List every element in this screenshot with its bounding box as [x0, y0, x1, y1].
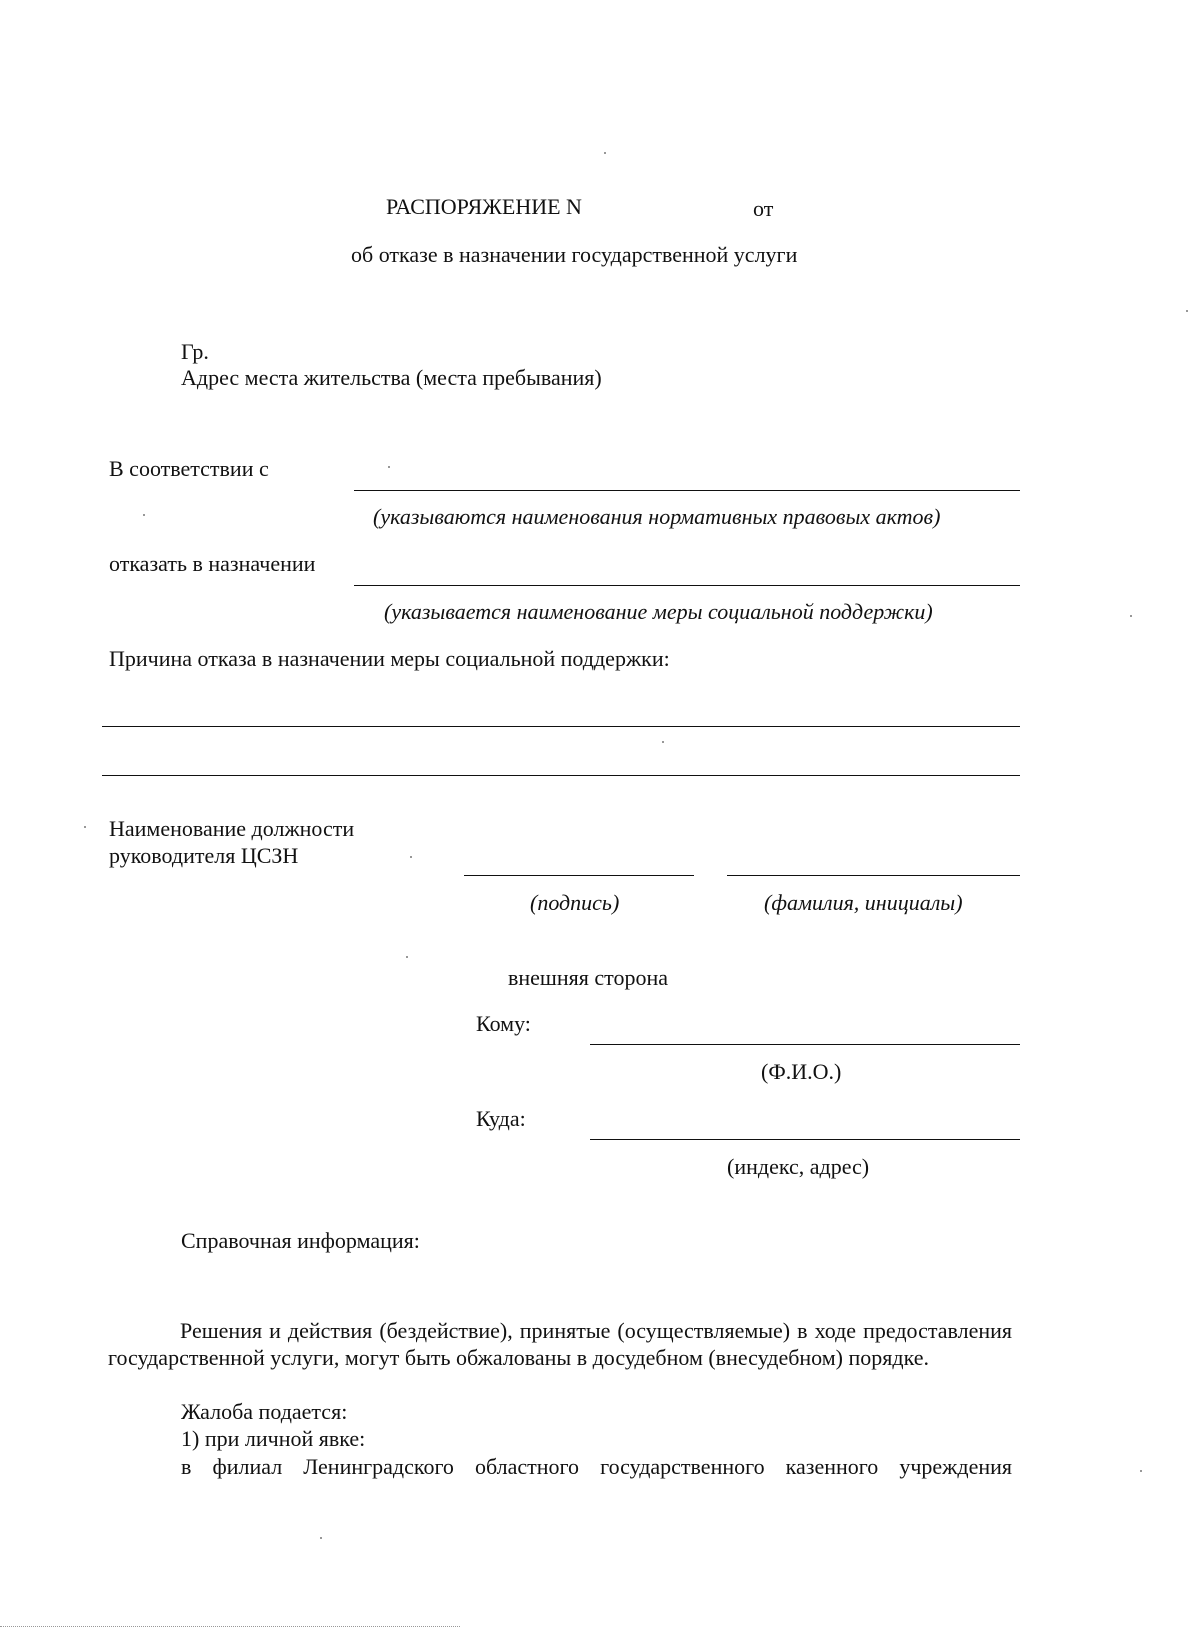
scan-speck	[143, 514, 145, 516]
reference-paragraph-text: Решения и действия (бездействие), принятые (осуществляемые) в ходе предоставления государственной услуги, могут быть обжалованы в досудебном (внесудебном) порядке.	[108, 1318, 1012, 1370]
refusal-line	[354, 585, 1020, 586]
position-label-line2: руководителя ЦСЗН	[109, 843, 299, 868]
document-subtitle: об отказе в назначении государственной услуги	[351, 242, 798, 267]
scan-speck	[84, 826, 86, 828]
to-hint: (Ф.И.О.)	[761, 1059, 842, 1084]
scan-speck	[1140, 1470, 1142, 1472]
reason-line-1	[102, 726, 1020, 727]
basis-line	[354, 490, 1020, 491]
scan-speck	[410, 856, 412, 858]
to-label: Кому:	[476, 1011, 531, 1036]
scan-speck	[406, 956, 408, 958]
address-label: Адрес места жительства (места пребывания)	[181, 365, 602, 390]
basis-hint: (указываются наименования нормативных правовых актов)	[373, 504, 941, 529]
scan-speck	[320, 1537, 322, 1539]
to-line	[590, 1044, 1020, 1045]
scan-speck	[1130, 615, 1132, 617]
position-label-line1: Наименование должности	[109, 816, 355, 841]
complaint-label: Жалоба подается:	[181, 1399, 348, 1424]
reference-paragraph	[108, 1317, 1012, 1371]
envelope-title: внешняя сторона	[508, 965, 669, 990]
scan-speck	[388, 466, 390, 468]
scan-speck	[662, 741, 664, 743]
name-line	[727, 875, 1020, 876]
reference-title: Справочная информация:	[181, 1228, 420, 1253]
reason-line-2	[102, 775, 1020, 776]
where-label: Куда:	[476, 1106, 526, 1131]
refusal-label: отказать в назначении	[109, 551, 316, 576]
name-hint: (фамилия, инициалы)	[764, 890, 963, 915]
where-hint: (индекс, адрес)	[727, 1154, 870, 1179]
where-line	[590, 1139, 1020, 1140]
signature-line	[464, 875, 694, 876]
branch-text: в филиал Ленинградского областного государственного казенного учреждения	[181, 1454, 1012, 1479]
scan-speck	[1186, 310, 1188, 312]
signature-hint: (подпись)	[530, 890, 620, 915]
basis-label: В соответствии с	[109, 456, 269, 481]
reason-label: Причина отказа в назначении меры социальной поддержки:	[109, 646, 670, 671]
scan-speck	[604, 152, 606, 154]
scan-fold-line	[0, 1626, 460, 1627]
citizen-label: Гр.	[181, 339, 209, 364]
date-label: от	[753, 196, 774, 221]
refusal-hint: (указывается наименование меры социальной поддержки)	[384, 599, 933, 624]
document-title: РАСПОРЯЖЕНИЕ N	[386, 194, 582, 219]
complaint-item-1: 1) при личной явке:	[181, 1426, 366, 1451]
